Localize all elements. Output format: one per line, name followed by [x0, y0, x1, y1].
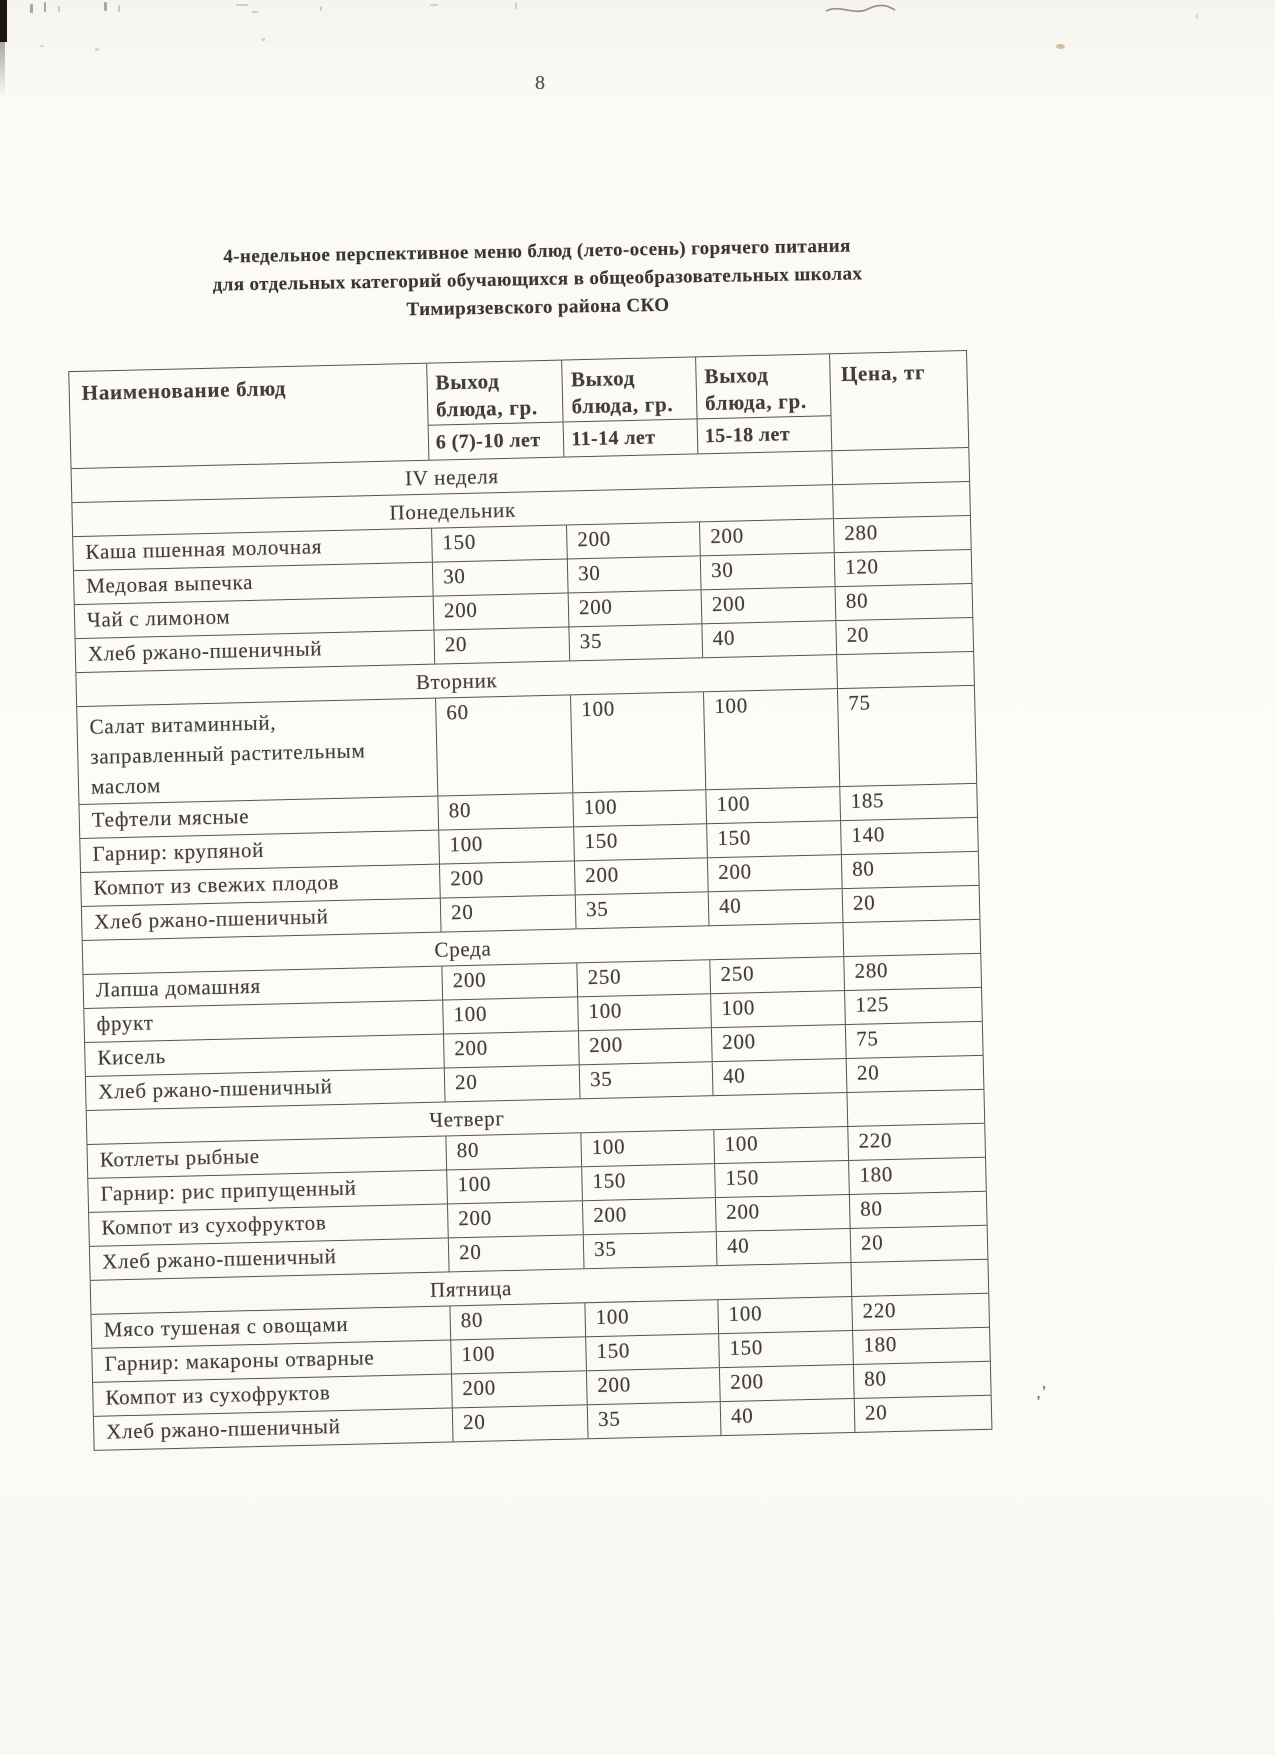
- table-body: [72, 447, 992, 1450]
- portion-value: 40: [708, 889, 843, 925]
- scan-speck-tan: [1056, 44, 1065, 49]
- price-value: 280: [833, 516, 971, 552]
- portion-value: 100: [446, 1167, 582, 1203]
- scan-speck: [320, 6, 322, 11]
- portion-value: 200: [699, 519, 834, 555]
- col-group-age-3: [695, 354, 832, 453]
- price-value: 80: [849, 1192, 987, 1228]
- scan-speck: [40, 45, 44, 47]
- portion-value: 20: [452, 1405, 588, 1441]
- price-value: 20: [842, 886, 980, 922]
- dish-name: Гарнир: крупяной: [92, 837, 265, 866]
- dish-name: Салат витаминный, заправленный растительным маслом: [89, 710, 366, 799]
- portion-value: 35: [583, 1232, 717, 1268]
- portion-value: 100: [584, 1300, 718, 1336]
- section-row-price-cell: [831, 448, 969, 484]
- price-value: 20: [850, 1226, 988, 1262]
- dish-name: Хлеб ржано-пшеничный: [87, 636, 323, 666]
- scan-speck: [104, 2, 107, 11]
- section-row-label: IV неделя: [404, 464, 499, 491]
- price-value: 180: [848, 1158, 986, 1194]
- dish-name: Хлеб ржано-пшеничный: [93, 904, 329, 934]
- portion-value: 150: [573, 824, 707, 860]
- portion-value: 30: [700, 553, 835, 589]
- portion-value: 200: [707, 855, 842, 891]
- portion-value: 80: [449, 1303, 585, 1339]
- scan-speck: [30, 4, 33, 13]
- section-row-price-cell: [850, 1260, 988, 1296]
- scan-speck: [515, 3, 517, 9]
- price-value: 80: [853, 1362, 991, 1398]
- portion-value: 100: [572, 790, 706, 826]
- section-row-price-cell: [842, 920, 980, 956]
- portion-value: 20: [440, 895, 576, 931]
- portion-value: 250: [576, 960, 710, 996]
- portion-value: 40: [720, 1399, 855, 1435]
- portion-value: 200: [582, 1198, 716, 1234]
- portion-value: 150: [581, 1164, 715, 1200]
- price-value: 220: [847, 1124, 985, 1160]
- price-value: 120: [834, 550, 972, 586]
- portion-value: 200: [451, 1371, 587, 1407]
- col-group-age-1: [426, 361, 564, 460]
- scan-speck-bottom-right: ,’: [1034, 1383, 1051, 1402]
- portion-value: 200: [701, 587, 836, 623]
- price-value: 20: [835, 618, 973, 654]
- price-value: 20: [854, 1396, 992, 1432]
- portion-value: 35: [568, 624, 702, 660]
- portion-value: 30: [567, 556, 701, 592]
- dish-name: Каша пшенная молочная: [85, 534, 323, 564]
- scan-speck: [118, 5, 120, 12]
- portion-value: 35: [575, 892, 709, 928]
- age-group-label-1: 6 (7)-10 лет: [435, 428, 541, 454]
- dish-name: Компот из сухофруктов: [105, 1380, 331, 1410]
- section-row-label: Среда: [434, 936, 492, 962]
- portion-value: 100: [710, 991, 845, 1027]
- dish-name: Лапша домашняя: [95, 973, 262, 1002]
- portion-value: 200: [439, 861, 575, 897]
- scan-speck: [236, 4, 248, 6]
- col-header-price: Цена, тг: [829, 351, 968, 450]
- portion-value: 200: [586, 1368, 720, 1404]
- portion-value: 80: [437, 793, 573, 829]
- section-row-label: Пятница: [429, 1275, 513, 1302]
- portion-value: 200: [447, 1201, 583, 1237]
- col-group-age-2: [561, 357, 697, 456]
- price-value: 20: [846, 1056, 984, 1092]
- document-title: [59, 230, 1015, 331]
- scan-artifact-edge: [0, 0, 7, 42]
- scan-speck: [1196, 14, 1198, 19]
- portion-value: 150: [706, 821, 841, 857]
- portion-value: 35: [579, 1062, 713, 1098]
- scan-speck: [430, 4, 438, 6]
- scan-speck: [58, 6, 60, 12]
- price-value: 180: [852, 1328, 990, 1364]
- age-group-label-2: 11-14 лет: [571, 425, 656, 450]
- dish-name: Тефтели мясные: [91, 804, 250, 832]
- portion-value: 100: [713, 1127, 848, 1163]
- portion-value: 100: [438, 827, 574, 863]
- scan-speck: [262, 38, 265, 41]
- price-value: 80: [835, 584, 973, 620]
- portion-value: 100: [570, 692, 705, 792]
- portion-value: 100: [577, 994, 711, 1030]
- portion-value: 20: [444, 1065, 580, 1101]
- portion-value: 200: [433, 593, 569, 629]
- scan-speck: [252, 11, 258, 13]
- price-value: 185: [839, 784, 977, 820]
- portion-value: 200: [578, 1028, 712, 1064]
- menu-table: [68, 350, 992, 1451]
- dish-name: фрукт: [96, 1010, 154, 1036]
- scan-artifact-squiggle: [824, 2, 898, 18]
- title-line-3: Тимирязевского района СКО: [406, 294, 670, 321]
- dish-name: Мясо тушеная с овощами: [103, 1311, 349, 1342]
- dish-name: Кисель: [97, 1044, 167, 1070]
- portion-value: 200: [568, 590, 702, 626]
- portion-value: 100: [717, 1297, 852, 1333]
- portion-value: 200: [574, 858, 708, 894]
- dish-name: Хлеб ржано-пшеничный: [97, 1074, 333, 1104]
- col-header-output-1: Выход блюда, гр.: [427, 361, 563, 426]
- portion-value: 20: [433, 627, 569, 663]
- section-row-price-cell: [836, 652, 974, 688]
- title-line-1: 4-недельное перспективное меню блюд (лето-осень) горячего питания: [223, 235, 851, 268]
- dish-name: Гарнир: рис припущенный: [100, 1175, 357, 1206]
- price-value: 125: [844, 988, 982, 1024]
- col-header-output-3: Выход блюда, гр.: [696, 354, 831, 419]
- dish-name: Чай с лимоном: [86, 604, 231, 632]
- scan-speck: [44, 2, 46, 12]
- portion-value: 200: [441, 963, 577, 999]
- section-row-label: Четверг: [429, 1106, 505, 1132]
- page-number: 8: [535, 72, 545, 94]
- dish-name: Хлеб ржано-пшеничный: [105, 1414, 341, 1444]
- price-value: 280: [843, 954, 981, 990]
- portion-value: 200: [443, 1031, 579, 1067]
- portion-value: 100: [580, 1130, 714, 1166]
- portion-value: 20: [448, 1235, 584, 1271]
- dish-name: Компот из сухофруктов: [101, 1210, 327, 1240]
- scan-artifact-edge-fade: [0, 42, 5, 97]
- price-value: 140: [840, 818, 978, 854]
- portion-value: 200: [566, 522, 700, 558]
- dish-name: Компот из свежих плодов: [93, 869, 340, 900]
- portion-value: 35: [587, 1402, 721, 1438]
- dish-name: Медовая выпечка: [86, 569, 254, 598]
- portion-value: 60: [435, 695, 572, 795]
- portion-value: 250: [709, 957, 844, 993]
- price-value: 75: [845, 1022, 983, 1058]
- portion-value: 40: [701, 621, 836, 657]
- portion-value: 150: [718, 1331, 853, 1367]
- section-row-label: Понедельник: [389, 497, 517, 525]
- portion-value: 200: [715, 1195, 850, 1231]
- portion-value: 40: [716, 1229, 851, 1265]
- price-value: 80: [841, 852, 979, 888]
- portion-value: 100: [450, 1337, 586, 1373]
- age-group-label-3: 15-18 лет: [704, 422, 791, 447]
- portion-value: 100: [703, 689, 839, 789]
- dish-name: Котлеты рыбные: [99, 1143, 261, 1172]
- portion-value: 30: [432, 559, 568, 595]
- scan-speck: [95, 48, 99, 51]
- title-line-2: для отдельных категорий обучающихся в общеобразовательных школах: [212, 263, 863, 296]
- dish-name: Гарнир: макароны отварные: [104, 1345, 375, 1376]
- portion-value: 150: [431, 525, 567, 561]
- portion-value: 100: [442, 997, 578, 1033]
- section-row-price-cell: [846, 1090, 984, 1126]
- portion-value: 100: [705, 787, 840, 823]
- price-value: 75: [837, 686, 976, 786]
- portion-value: 150: [714, 1161, 849, 1197]
- portion-value: 200: [711, 1025, 846, 1061]
- price-value: 220: [851, 1294, 989, 1330]
- portion-value: 200: [719, 1365, 854, 1401]
- col-header-output-2: Выход блюда, гр.: [562, 357, 696, 422]
- portion-value: 40: [712, 1059, 847, 1095]
- col-header-name: Наименование блюд: [81, 376, 287, 405]
- section-row-label: Вторник: [415, 668, 498, 695]
- dish-name: Хлеб ржано-пшеничный: [101, 1244, 337, 1274]
- section-row-price-cell: [832, 482, 970, 518]
- portion-value: 150: [585, 1334, 719, 1370]
- portion-value: 80: [445, 1133, 581, 1169]
